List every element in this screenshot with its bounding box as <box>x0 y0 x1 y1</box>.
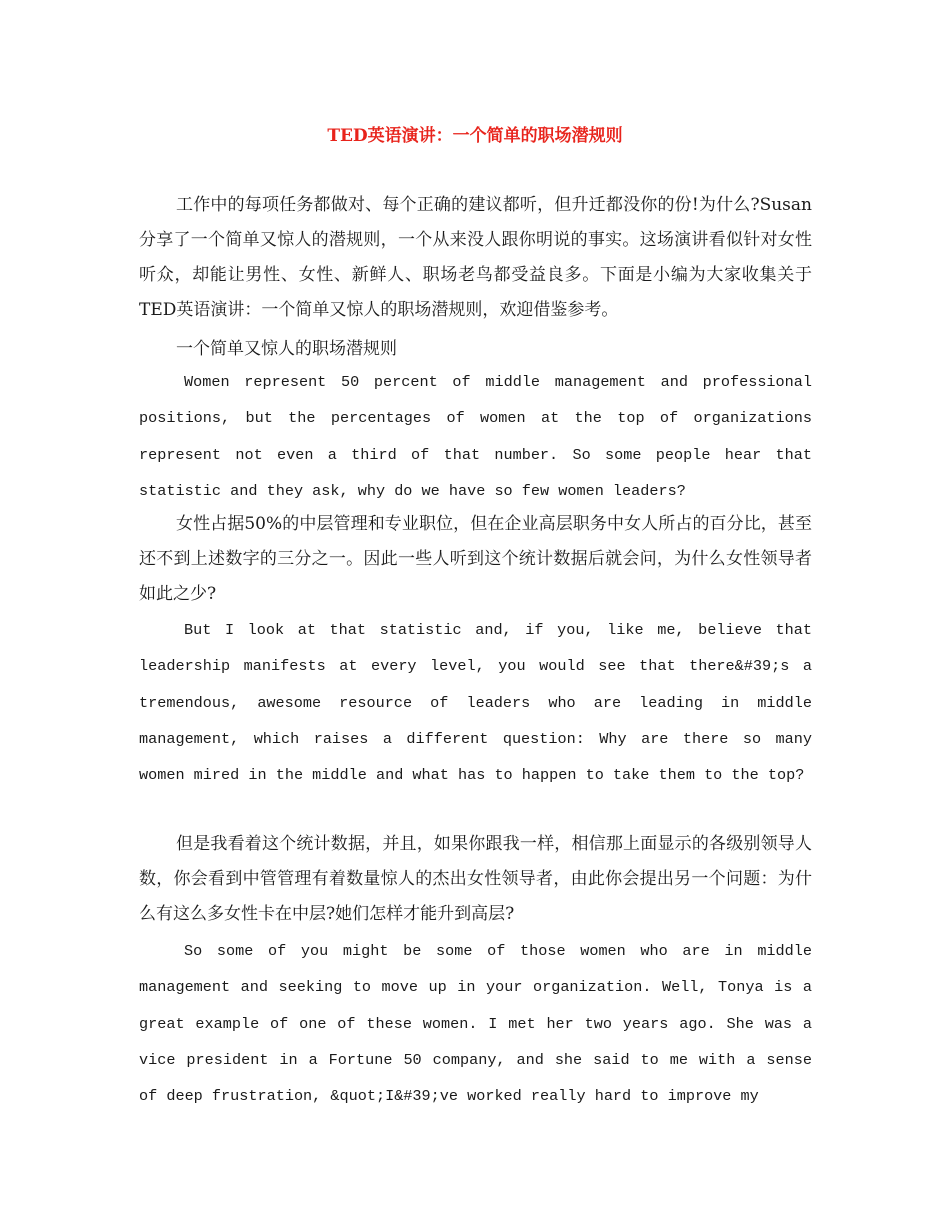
english-paragraph-1: Women represent 50 percent of middle management and professional positions, but the percentages of women at the top of organizations represent not even a third of that number. So some people hear that statistic and they ask, why do we have so few women leaders? <box>139 373 812 500</box>
intro-paragraph: 工作中的每项任务都做对、每个正确的建议都听，但升迁都没你的份!为什么?Susan分享了一个简单又惊人的潜规则，一个从来没人跟你明说的事实。这场演讲看似针对女性听众，却能让男性、女性、新鲜人、职场老鸟都受益良多。下面是小编为大家收集关于TED英语演讲：一个简单又惊人的职场潜规则，欢迎借鉴参考。 <box>139 195 812 320</box>
chinese-paragraph-1: 女性占据50%的中层管理和专业职位，但在企业高层职务中女人所占的百分比，甚至还不到上述数字的三分之一。因此一些人听到这个统计数据后就会问，为什么女性领导者如此之少? <box>139 514 812 604</box>
english-paragraph-2: But I look at that statistic and, if you, like me, believe that leadership manifests at every level, you would see that there&#39;s a tremendous, awesome resource of leaders who are leading in middle management, which raises a different question: Why are there so many women mired in the middle and what has to happen to take them to the top? <box>139 621 812 785</box>
section-heading: 一个简单又惊人的职场潜规则 <box>176 339 397 359</box>
chinese-paragraph-2: 但是我看着这个统计数据，并且，如果你跟我一样，相信那上面显示的各级别领导人数，你会看到中管管理有着数量惊人的杰出女性领导者，由此你会提出另一个问题：为什么有这么多女性卡在中层?她们怎样才能升到高层? <box>139 834 812 924</box>
document-title: TED英语演讲：一个简单的职场潜规则 <box>327 126 623 146</box>
english-paragraph-3: So some of you might be some of those women who are in middle management and seeking to move up in your organization. Well, Tonya is a great example of one of these women. I met her two years ago. She was a vice president in a Fortune 50 company, and she said to me with a sense of deep frustration, &quot;I&#39;ve worked really hard to improve my <box>139 942 812 1106</box>
